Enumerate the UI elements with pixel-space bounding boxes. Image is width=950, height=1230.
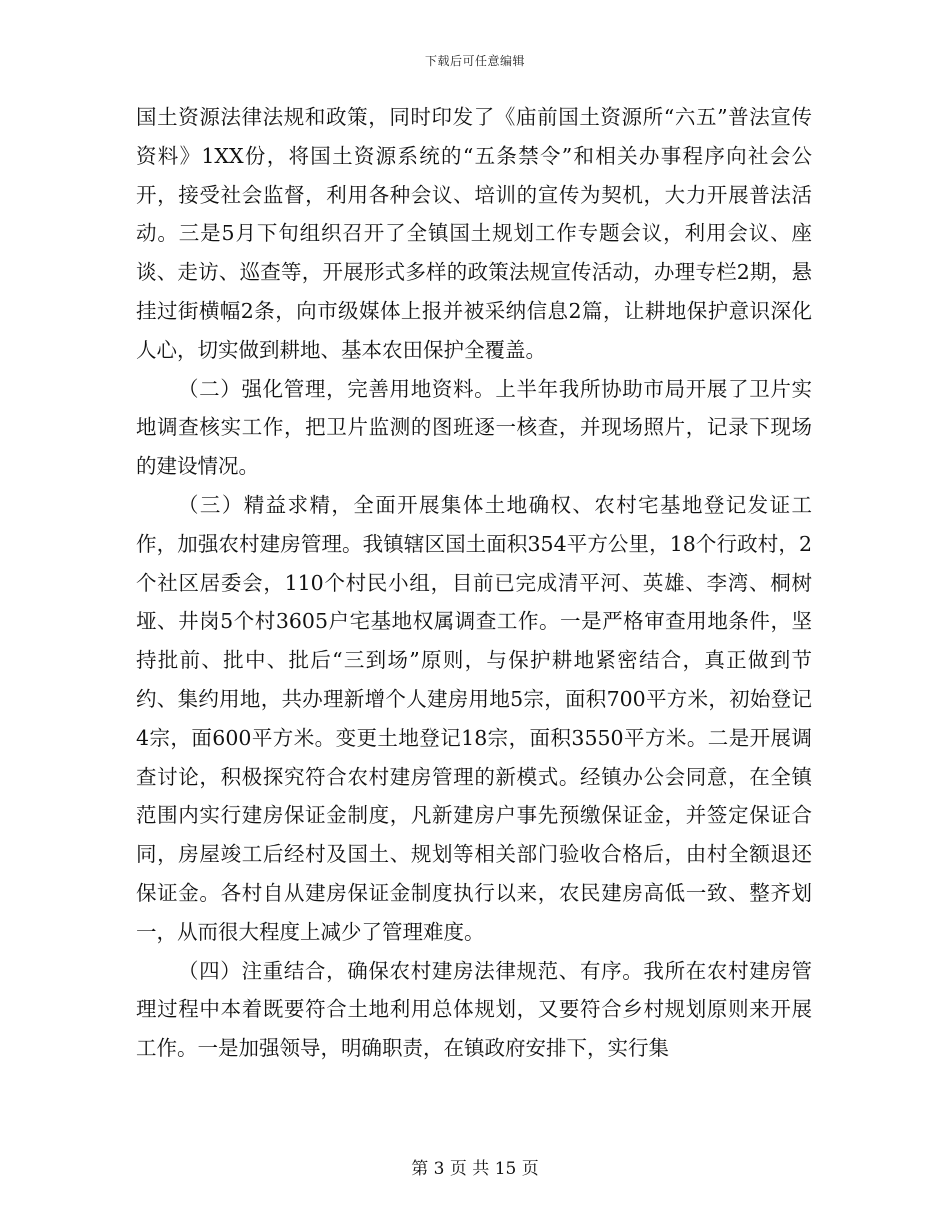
- page-header: 下载后可任意编辑: [424, 54, 525, 68]
- paragraph-section-2: （二）强化管理，完善用地资料。上半年我所协助市局开展了卫片实地调查核实工作，把卫片监测的图班逐一核查，并现场照片，记录下现场的建设情况。: [136, 376, 812, 479]
- paragraph-section-3: （三）精益求精，全面开展集体土地确权、农村宅基地登记发证工作，加强农村建房管理。我镇辖区国土面积354平方公里，18个行政村，2个社区居委会，110个村民小组，目前已完成清平河、英雄、李湾、桐树垭、井岗5个村3605户宅基地权属调查工作。一是严格审查用地条件，坚持批前、批中、批后“三到场”原则，与保护耕地紧密结合，真正做到节约、集约用地，共办理新增个人建房用地5宗，面积700平方米，初始登记4宗，面600平方米。变更土地登记18宗，面积3550平方米。二是开展调查讨论，积极探究符合农村建房管理的新模式。经镇办公会同意，在全镇范围内实行建房保证金制度，凡新建房户事先预缴保证金，并签定保证合同，房屋竣工后经村及国土、规划等相关部门验收合格后，由村全额退还保证金。各村自从建房保证金制度执行以来，农民建房高低一致、整齐划一，从而很大程度上减少了管理难度。: [136, 492, 812, 944]
- paragraph-section-4: （四）注重结合，确保农村建房法律规范、有序。我所在农村建房管理过程中本着既要符合土地利用总体规划，又要符合乡村规划原则来开展工作。一是加强领导，明确职责，在镇政府安排下，实行集: [136, 958, 812, 1061]
- paragraph-continued: 国土资源法律法规和政策，同时印发了《庙前国土资源所“六五”普法宣传资料》1XX份，将国土资源系统的“五条禁令”和相关办事程序向社会公开，接受社会监督，利用各种会议、培训的宣传为契机，大力开展普法活动。三是5月下旬组织召开了全镇国土规划工作专题会议，利用会议、座谈、走访、巡查等，开展形式多样的政策法规宣传活动，办理专栏2期，悬挂过街横幅2条，向市级媒体上报并被采纳信息2篇，让耕地保护意识深化人心，切实做到耕地、基本农田保护全覆盖。: [136, 105, 812, 362]
- page-footer: 第 3 页 共 15 页: [411, 1159, 539, 1179]
- document-body: [136, 98, 812, 1068]
